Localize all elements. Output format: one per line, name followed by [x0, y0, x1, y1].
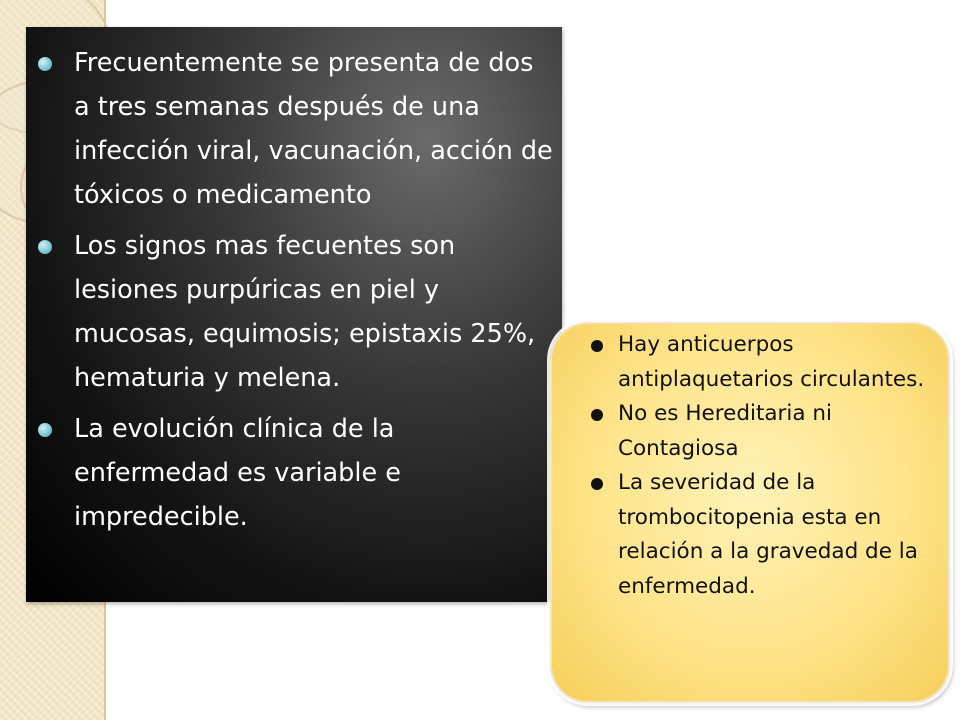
main-list-item — [74, 41, 556, 217]
main-bullet-text: Frecuentemente se presenta de dos a tres semanas después de una infección viral, vacunación, acción de tóxicos o medicamento — [74, 48, 553, 210]
bullet-icon — [591, 478, 603, 490]
callout-bullet-text: No es Hereditaria ni Contagiosa — [618, 401, 832, 461]
callout-bullet-text: La severidad de la trombocitopenia esta en relación a la gravedad de la enfermedad. — [618, 470, 918, 599]
main-bullet-text: La evolución clínica de la enfermedad es variable e impredecible. — [74, 414, 401, 532]
callout-list-item — [618, 397, 940, 466]
main-content-box — [26, 27, 562, 602]
callout-box — [550, 322, 950, 703]
callout-list-item — [618, 328, 940, 397]
bullet-icon — [38, 240, 52, 254]
main-bullet-list — [74, 41, 556, 546]
bullet-icon — [591, 409, 603, 421]
callout-bullet-text: Hay anticuerpos antiplaquetarios circulantes. — [618, 332, 925, 392]
main-list-item — [74, 407, 556, 539]
bullet-icon — [38, 57, 52, 71]
callout-list-item — [618, 466, 940, 604]
callout-bullet-list — [618, 328, 940, 604]
bullet-icon — [38, 423, 52, 437]
main-list-item — [74, 224, 556, 400]
main-bullet-text: Los signos mas fecuentes son lesiones purpúricas en piel y mucosas, equimosis; epistaxis 25%, hematuria y melena. — [74, 231, 536, 393]
bullet-icon — [591, 340, 603, 352]
